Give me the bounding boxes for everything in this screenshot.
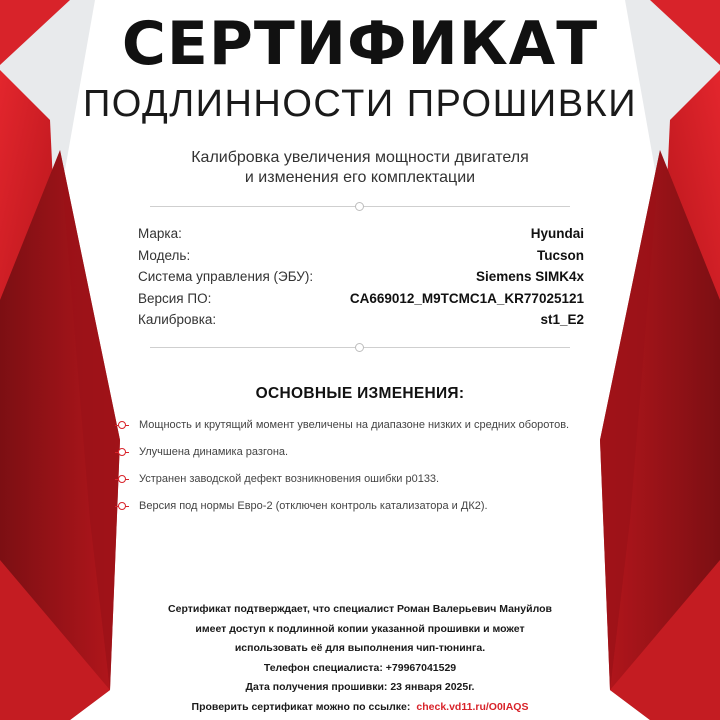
- description-line: и изменения его комплектации: [244, 169, 476, 186]
- info-value: st1_E2: [540, 312, 584, 327]
- info-value: Siemens SIMK4x: [475, 269, 584, 284]
- bullet-icon: [115, 420, 129, 430]
- specialist-phone: Телефон специалиста: +79967041529: [263, 661, 457, 674]
- info-row-calibration: [138, 309, 584, 331]
- bullet-icon: [115, 447, 129, 457]
- certificate-title: СЕРТИФИКАТ: [121, 9, 599, 79]
- change-text: Устранен заводской дефект возникновения ошибки р0133.: [139, 473, 440, 485]
- list-item: [115, 495, 635, 522]
- certificate-footer: [80, 600, 640, 717]
- bullet-icon: [115, 501, 129, 511]
- firmware-date: Дата получения прошивки: 23 января 2025г.: [245, 681, 475, 693]
- verify-line: [80, 698, 640, 718]
- info-value: CA669012_M9TCMC1A_KR77025121: [349, 290, 584, 306]
- footer-line: Сертификат подтверждает, что специалист Роман Валерьевич Мануйлов: [168, 603, 552, 615]
- info-row-model: [138, 245, 584, 267]
- changes-list: [115, 414, 635, 522]
- changes-heading: ОСНОВНЫЕ ИЗМЕНЕНИЯ:: [255, 385, 465, 402]
- info-label: Калибровка:: [138, 312, 217, 327]
- verify-label: Проверить сертификат можно по ссылке:: [191, 700, 411, 713]
- list-item: [115, 441, 635, 468]
- info-value: Tucson: [537, 247, 584, 263]
- info-label: Марка:: [138, 226, 182, 241]
- change-text: Улучшена динамика разгона.: [139, 446, 289, 458]
- info-row-software-version: [138, 288, 584, 310]
- footer-line: использовать её для выполнения чип-тюнинга.: [234, 642, 486, 654]
- footer-line: имеет доступ к подлинной копии указанной прошивки и может: [195, 622, 525, 635]
- certificate-subtitle: ПОДЛИННОСТИ ПРОШИВКИ: [82, 83, 638, 125]
- calibration-description: [0, 148, 720, 188]
- firmware-info-table: [138, 223, 584, 331]
- divider-bottom: [150, 342, 570, 354]
- change-text: Мощность и крутящий момент увеличены на диапазоне низких и средних оборотов.: [139, 419, 570, 431]
- bullet-icon: [115, 474, 129, 484]
- list-item: [115, 414, 635, 441]
- info-label: Система управления (ЭБУ):: [138, 269, 314, 284]
- divider-top: [150, 201, 570, 213]
- change-text: Версия под нормы Евро-2 (отключен контроль катализатора и ДК2).: [139, 500, 488, 512]
- info-value: Hyundai: [530, 226, 584, 241]
- info-row-ecu: [138, 266, 584, 288]
- verify-link[interactable]: check.vd11.ru/O0IAQS: [416, 700, 529, 713]
- description-line: Калибровка увеличения мощности двигателя: [191, 149, 529, 166]
- info-row-brand: [138, 223, 584, 245]
- list-item: [115, 468, 635, 495]
- info-label: Модель:: [138, 247, 191, 263]
- info-label: Версия ПО:: [138, 290, 212, 306]
